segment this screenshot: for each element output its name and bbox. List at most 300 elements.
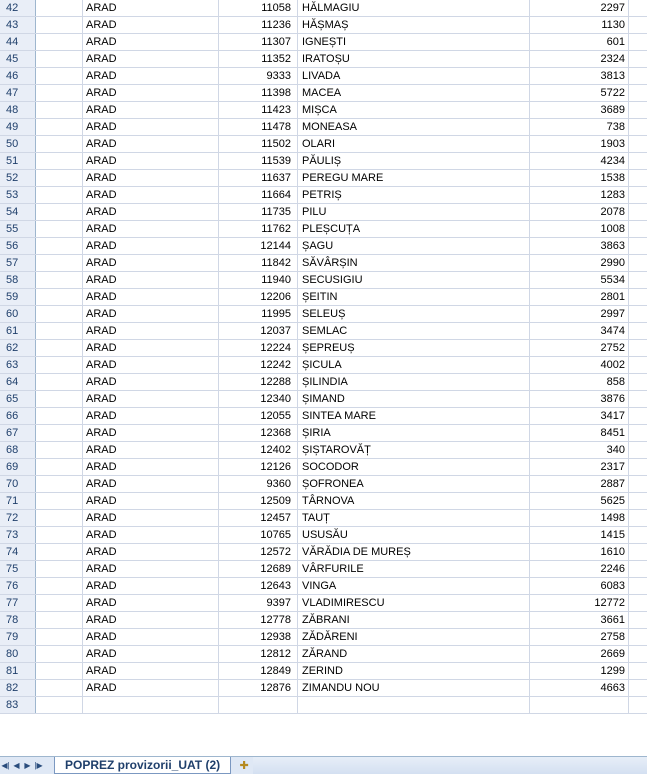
cell-population[interactable]: 2297 [530, 0, 629, 16]
cell-county[interactable]: ARAD [83, 408, 219, 424]
cell-code[interactable]: 11307 [219, 34, 298, 50]
cell-code[interactable]: 12340 [219, 391, 298, 407]
row-header[interactable]: 80 [0, 646, 36, 662]
row-header[interactable]: 76 [0, 578, 36, 594]
cell-uat-name[interactable]: ȘOFRONEA [298, 476, 530, 492]
row-header[interactable]: 73 [0, 527, 36, 543]
cell-code[interactable]: 11058 [219, 0, 298, 16]
row-header[interactable]: 43 [0, 17, 36, 33]
cell-uat-name[interactable]: HĂLMAGIU [298, 0, 530, 16]
row-header[interactable]: 48 [0, 102, 36, 118]
cell-empty[interactable] [36, 374, 83, 390]
cell-uat-name[interactable]: SELEUȘ [298, 306, 530, 322]
row-header[interactable]: 42 [0, 0, 36, 16]
row-header[interactable]: 62 [0, 340, 36, 356]
cell-empty[interactable] [36, 0, 83, 16]
row-header[interactable]: 70 [0, 476, 36, 492]
cell-code[interactable]: 12368 [219, 425, 298, 441]
row-header[interactable]: 59 [0, 289, 36, 305]
cell-population[interactable]: 1538 [530, 170, 629, 186]
cell-empty[interactable] [36, 357, 83, 373]
cell-uat-name[interactable]: ȘAGU [298, 238, 530, 254]
cell-empty[interactable] [36, 17, 83, 33]
cell-code[interactable]: 12402 [219, 442, 298, 458]
cell-uat-name[interactable]: PLEȘCUȚA [298, 221, 530, 237]
cell-population[interactable] [530, 697, 629, 713]
cell-empty[interactable] [36, 612, 83, 628]
cell-population[interactable]: 5534 [530, 272, 629, 288]
row-header[interactable]: 66 [0, 408, 36, 424]
cell-county[interactable]: ARAD [83, 204, 219, 220]
cell-county[interactable]: ARAD [83, 527, 219, 543]
row-header[interactable]: 60 [0, 306, 36, 322]
cell-population[interactable]: 1610 [530, 544, 629, 560]
cell-code[interactable]: 12938 [219, 629, 298, 645]
cell-county[interactable]: ARAD [83, 102, 219, 118]
cell-uat-name[interactable]: IRATOȘU [298, 51, 530, 67]
cell-empty[interactable] [629, 119, 647, 135]
cell-empty[interactable] [629, 51, 647, 67]
cell-population[interactable]: 2752 [530, 340, 629, 356]
cell-empty[interactable] [36, 255, 83, 271]
cell-code[interactable]: 10765 [219, 527, 298, 543]
cell-population[interactable]: 2887 [530, 476, 629, 492]
row-header[interactable]: 81 [0, 663, 36, 679]
first-sheet-icon[interactable]: ◀| [1, 761, 10, 770]
cell-uat-name[interactable]: TAUȚ [298, 510, 530, 526]
row-header[interactable]: 68 [0, 442, 36, 458]
cell-empty[interactable] [629, 646, 647, 662]
cell-empty[interactable] [36, 272, 83, 288]
cell-county[interactable]: ARAD [83, 425, 219, 441]
cell-population[interactable]: 4002 [530, 357, 629, 373]
cell-county[interactable]: ARAD [83, 561, 219, 577]
cell-empty[interactable] [629, 697, 647, 713]
cell-empty[interactable] [36, 187, 83, 203]
cell-uat-name[interactable]: ZERIND [298, 663, 530, 679]
row-header[interactable]: 51 [0, 153, 36, 169]
cell-uat-name[interactable]: PĂULIȘ [298, 153, 530, 169]
cell-county[interactable]: ARAD [83, 34, 219, 50]
cell-county[interactable]: ARAD [83, 663, 219, 679]
last-sheet-icon[interactable]: |▶ [34, 761, 43, 770]
cell-code[interactable]: 11842 [219, 255, 298, 271]
row-header[interactable]: 44 [0, 34, 36, 50]
cell-uat-name[interactable]: ȘILINDIA [298, 374, 530, 390]
cell-empty[interactable] [629, 680, 647, 696]
cell-empty[interactable] [629, 17, 647, 33]
cell-county[interactable]: ARAD [83, 442, 219, 458]
cell-empty[interactable] [629, 510, 647, 526]
cell-county[interactable]: ARAD [83, 357, 219, 373]
cell-empty[interactable] [36, 170, 83, 186]
cell-empty[interactable] [36, 425, 83, 441]
cell-empty[interactable] [36, 34, 83, 50]
row-header[interactable]: 79 [0, 629, 36, 645]
cell-empty[interactable] [629, 459, 647, 475]
cell-population[interactable]: 1299 [530, 663, 629, 679]
cell-empty[interactable] [36, 289, 83, 305]
cell-empty[interactable] [36, 391, 83, 407]
cell-empty[interactable] [36, 136, 83, 152]
cell-uat-name[interactable]: MIȘCA [298, 102, 530, 118]
cell-population[interactable]: 2997 [530, 306, 629, 322]
cell-empty[interactable] [629, 34, 647, 50]
cell-uat-name[interactable]: ZĂRAND [298, 646, 530, 662]
row-header[interactable]: 53 [0, 187, 36, 203]
cell-population[interactable]: 2801 [530, 289, 629, 305]
cell-county[interactable]: ARAD [83, 136, 219, 152]
cell-empty[interactable] [629, 68, 647, 84]
row-header[interactable]: 77 [0, 595, 36, 611]
row-header[interactable]: 57 [0, 255, 36, 271]
cell-population[interactable]: 1130 [530, 17, 629, 33]
cell-population[interactable]: 2078 [530, 204, 629, 220]
cell-empty[interactable] [629, 391, 647, 407]
next-sheet-icon[interactable]: ▶ [24, 761, 31, 770]
cell-county[interactable]: ARAD [83, 119, 219, 135]
cell-empty[interactable] [36, 544, 83, 560]
row-header[interactable]: 72 [0, 510, 36, 526]
cell-code[interactable]: 12126 [219, 459, 298, 475]
row-header[interactable]: 58 [0, 272, 36, 288]
cell-empty[interactable] [629, 102, 647, 118]
cell-code[interactable]: 12242 [219, 357, 298, 373]
row-header[interactable]: 74 [0, 544, 36, 560]
cell-population[interactable]: 3474 [530, 323, 629, 339]
cell-county[interactable]: ARAD [83, 510, 219, 526]
cell-empty[interactable] [629, 0, 647, 16]
cell-county[interactable]: ARAD [83, 391, 219, 407]
cell-code[interactable]: 12288 [219, 374, 298, 390]
cell-uat-name[interactable]: ZĂDĂRENI [298, 629, 530, 645]
cell-empty[interactable] [36, 442, 83, 458]
cell-population[interactable]: 1903 [530, 136, 629, 152]
cell-uat-name[interactable]: SEMLAC [298, 323, 530, 339]
cell-empty[interactable] [36, 153, 83, 169]
cell-county[interactable]: ARAD [83, 323, 219, 339]
row-header[interactable]: 55 [0, 221, 36, 237]
cell-county[interactable]: ARAD [83, 646, 219, 662]
cell-uat-name[interactable]: PETRIȘ [298, 187, 530, 203]
cell-code[interactable]: 9360 [219, 476, 298, 492]
cell-empty[interactable] [36, 102, 83, 118]
cell-empty[interactable] [629, 306, 647, 322]
cell-empty[interactable] [36, 408, 83, 424]
cell-county[interactable]: ARAD [83, 51, 219, 67]
cell-empty[interactable] [36, 340, 83, 356]
cell-uat-name[interactable]: ȘEPREUȘ [298, 340, 530, 356]
row-header[interactable]: 64 [0, 374, 36, 390]
cell-uat-name[interactable]: OLARI [298, 136, 530, 152]
cell-empty[interactable] [36, 51, 83, 67]
cell-county[interactable]: ARAD [83, 17, 219, 33]
cell-county[interactable]: ARAD [83, 289, 219, 305]
cell-empty[interactable] [36, 204, 83, 220]
cell-uat-name[interactable]: SĂVÂRȘIN [298, 255, 530, 271]
cell-population[interactable]: 1008 [530, 221, 629, 237]
row-header[interactable]: 61 [0, 323, 36, 339]
cell-population[interactable]: 4234 [530, 153, 629, 169]
cell-empty[interactable] [629, 561, 647, 577]
cell-empty[interactable] [629, 323, 647, 339]
cell-county[interactable]: ARAD [83, 578, 219, 594]
cell-uat-name[interactable]: PEREGU MARE [298, 170, 530, 186]
cell-code[interactable]: 12055 [219, 408, 298, 424]
cell-uat-name[interactable]: ZĂBRANI [298, 612, 530, 628]
cell-population[interactable]: 858 [530, 374, 629, 390]
cell-empty[interactable] [629, 612, 647, 628]
cell-uat-name[interactable]: MACEA [298, 85, 530, 101]
cell-empty[interactable] [629, 493, 647, 509]
cell-empty[interactable] [629, 85, 647, 101]
cell-code[interactable]: 12206 [219, 289, 298, 305]
cell-empty[interactable] [36, 595, 83, 611]
cell-empty[interactable] [629, 595, 647, 611]
cell-code[interactable]: 11995 [219, 306, 298, 322]
cell-empty[interactable] [629, 238, 647, 254]
cell-empty[interactable] [36, 697, 83, 713]
cell-empty[interactable] [629, 663, 647, 679]
cell-empty[interactable] [629, 136, 647, 152]
row-header[interactable]: 71 [0, 493, 36, 509]
sheet-tab-active[interactable]: POPREZ provizorii_UAT (2) [54, 757, 231, 774]
cell-population[interactable]: 2324 [530, 51, 629, 67]
cell-county[interactable]: ARAD [83, 153, 219, 169]
cell-population[interactable]: 3813 [530, 68, 629, 84]
cell-uat-name[interactable]: PILU [298, 204, 530, 220]
cell-uat-name[interactable]: VLADIMIRESCU [298, 595, 530, 611]
row-header[interactable]: 65 [0, 391, 36, 407]
cell-empty[interactable] [36, 646, 83, 662]
cell-uat-name[interactable]: ZIMANDU NOU [298, 680, 530, 696]
cell-code[interactable]: 12224 [219, 340, 298, 356]
cell-empty[interactable] [629, 187, 647, 203]
cell-empty[interactable] [629, 408, 647, 424]
cell-code[interactable] [219, 697, 298, 713]
cell-county[interactable]: ARAD [83, 170, 219, 186]
cell-uat-name[interactable]: VINGA [298, 578, 530, 594]
cell-population[interactable]: 2317 [530, 459, 629, 475]
cell-empty[interactable] [629, 357, 647, 373]
cell-empty[interactable] [36, 459, 83, 475]
cell-population[interactable]: 3661 [530, 612, 629, 628]
cell-empty[interactable] [36, 85, 83, 101]
cell-population[interactable]: 3863 [530, 238, 629, 254]
cell-county[interactable]: ARAD [83, 476, 219, 492]
cell-population[interactable]: 1415 [530, 527, 629, 543]
cell-county[interactable]: ARAD [83, 680, 219, 696]
cell-empty[interactable] [629, 425, 647, 441]
cell-uat-name[interactable]: ȘEITIN [298, 289, 530, 305]
cell-code[interactable]: 11398 [219, 85, 298, 101]
cell-empty[interactable] [629, 255, 647, 271]
cell-empty[interactable] [36, 493, 83, 509]
cell-code[interactable]: 11502 [219, 136, 298, 152]
cell-code[interactable]: 12778 [219, 612, 298, 628]
cell-uat-name[interactable]: IGNEȘTI [298, 34, 530, 50]
cell-uat-name[interactable]: ȘIȘTAROVĂȚ [298, 442, 530, 458]
cell-population[interactable]: 3876 [530, 391, 629, 407]
row-header[interactable]: 50 [0, 136, 36, 152]
cell-population[interactable]: 2758 [530, 629, 629, 645]
cell-empty[interactable] [629, 544, 647, 560]
cell-empty[interactable] [629, 578, 647, 594]
cell-population[interactable]: 3417 [530, 408, 629, 424]
cell-empty[interactable] [36, 663, 83, 679]
cell-uat-name[interactable]: VĂRĂDIA DE MUREȘ [298, 544, 530, 560]
row-header[interactable]: 78 [0, 612, 36, 628]
cell-population[interactable]: 4663 [530, 680, 629, 696]
cell-code[interactable]: 12643 [219, 578, 298, 594]
cell-code[interactable]: 11940 [219, 272, 298, 288]
cell-uat-name[interactable]: ȘICULA [298, 357, 530, 373]
cell-uat-name[interactable]: SECUSIGIU [298, 272, 530, 288]
cell-population[interactable]: 340 [530, 442, 629, 458]
row-header[interactable]: 52 [0, 170, 36, 186]
row-header[interactable]: 47 [0, 85, 36, 101]
cell-county[interactable]: ARAD [83, 612, 219, 628]
cell-code[interactable]: 12572 [219, 544, 298, 560]
cell-population[interactable]: 1283 [530, 187, 629, 203]
row-header[interactable]: 75 [0, 561, 36, 577]
cell-code[interactable]: 12876 [219, 680, 298, 696]
cell-code[interactable]: 11352 [219, 51, 298, 67]
cell-county[interactable]: ARAD [83, 340, 219, 356]
cell-code[interactable]: 12689 [219, 561, 298, 577]
cell-population[interactable]: 2669 [530, 646, 629, 662]
cell-empty[interactable] [36, 527, 83, 543]
cell-uat-name[interactable]: ȘIMAND [298, 391, 530, 407]
cell-code[interactable]: 11478 [219, 119, 298, 135]
cell-empty[interactable] [36, 323, 83, 339]
insert-sheet-icon[interactable]: ✚ [239, 760, 249, 772]
cell-empty[interactable] [629, 272, 647, 288]
cell-uat-name[interactable]: SOCODOR [298, 459, 530, 475]
cell-county[interactable]: ARAD [83, 238, 219, 254]
row-header[interactable]: 46 [0, 68, 36, 84]
cell-empty[interactable] [36, 221, 83, 237]
cell-empty[interactable] [36, 476, 83, 492]
cell-population[interactable]: 601 [530, 34, 629, 50]
cell-county[interactable]: ARAD [83, 629, 219, 645]
cell-uat-name[interactable]: ȘIRIA [298, 425, 530, 441]
cell-empty[interactable] [629, 204, 647, 220]
cell-county[interactable]: ARAD [83, 221, 219, 237]
cell-empty[interactable] [629, 340, 647, 356]
cell-code[interactable]: 9333 [219, 68, 298, 84]
cell-empty[interactable] [629, 629, 647, 645]
cell-county[interactable]: ARAD [83, 459, 219, 475]
cell-county[interactable]: ARAD [83, 595, 219, 611]
cell-empty[interactable] [629, 476, 647, 492]
cell-uat-name[interactable]: HĂȘMAȘ [298, 17, 530, 33]
cell-uat-name[interactable] [298, 697, 530, 713]
cell-county[interactable]: ARAD [83, 306, 219, 322]
cell-empty[interactable] [629, 170, 647, 186]
row-header[interactable]: 49 [0, 119, 36, 135]
cell-uat-name[interactable]: LIVADA [298, 68, 530, 84]
row-header[interactable]: 54 [0, 204, 36, 220]
cell-code[interactable]: 12849 [219, 663, 298, 679]
cell-code[interactable]: 9397 [219, 595, 298, 611]
cell-county[interactable]: ARAD [83, 187, 219, 203]
cell-code[interactable]: 11762 [219, 221, 298, 237]
row-header[interactable]: 82 [0, 680, 36, 696]
row-header[interactable]: 45 [0, 51, 36, 67]
cell-code[interactable]: 12144 [219, 238, 298, 254]
cell-population[interactable]: 2246 [530, 561, 629, 577]
cell-code[interactable]: 12509 [219, 493, 298, 509]
cell-population[interactable]: 6083 [530, 578, 629, 594]
cell-population[interactable]: 738 [530, 119, 629, 135]
cell-uat-name[interactable]: TÂRNOVA [298, 493, 530, 509]
prev-sheet-icon[interactable]: ◀ [13, 761, 20, 770]
cell-uat-name[interactable]: MONEASA [298, 119, 530, 135]
cell-population[interactable]: 5625 [530, 493, 629, 509]
cell-empty[interactable] [629, 221, 647, 237]
cell-county[interactable]: ARAD [83, 255, 219, 271]
cell-empty[interactable] [629, 374, 647, 390]
cell-population[interactable]: 5722 [530, 85, 629, 101]
cell-uat-name[interactable]: USUSĂU [298, 527, 530, 543]
cell-county[interactable]: ARAD [83, 0, 219, 16]
cell-empty[interactable] [36, 238, 83, 254]
cell-county[interactable]: ARAD [83, 272, 219, 288]
cell-code[interactable]: 12812 [219, 646, 298, 662]
row-header[interactable]: 56 [0, 238, 36, 254]
cell-code[interactable]: 11236 [219, 17, 298, 33]
cell-code[interactable]: 11539 [219, 153, 298, 169]
cell-county[interactable]: ARAD [83, 85, 219, 101]
cell-empty[interactable] [629, 153, 647, 169]
cell-empty[interactable] [36, 510, 83, 526]
cell-county[interactable]: ARAD [83, 493, 219, 509]
cell-county[interactable]: ARAD [83, 544, 219, 560]
row-header[interactable]: 63 [0, 357, 36, 373]
cell-empty[interactable] [36, 680, 83, 696]
cell-empty[interactable] [36, 68, 83, 84]
cell-code[interactable]: 11664 [219, 187, 298, 203]
cell-empty[interactable] [629, 527, 647, 543]
cell-code[interactable]: 11637 [219, 170, 298, 186]
row-header[interactable]: 69 [0, 459, 36, 475]
cell-county[interactable]: ARAD [83, 374, 219, 390]
cell-empty[interactable] [36, 306, 83, 322]
cell-county[interactable]: ARAD [83, 68, 219, 84]
cell-uat-name[interactable]: SINTEA MARE [298, 408, 530, 424]
cell-uat-name[interactable]: VÂRFURILE [298, 561, 530, 577]
cell-population[interactable]: 8451 [530, 425, 629, 441]
cell-empty[interactable] [36, 561, 83, 577]
cell-population[interactable]: 12772 [530, 595, 629, 611]
row-header[interactable]: 83 [0, 697, 36, 713]
cell-empty[interactable] [36, 578, 83, 594]
cell-empty[interactable] [36, 629, 83, 645]
cell-code[interactable]: 11423 [219, 102, 298, 118]
cell-empty[interactable] [629, 289, 647, 305]
cell-population[interactable]: 3689 [530, 102, 629, 118]
cell-empty[interactable] [36, 119, 83, 135]
cell-population[interactable]: 2990 [530, 255, 629, 271]
cell-county[interactable] [83, 697, 219, 713]
cell-code[interactable]: 12037 [219, 323, 298, 339]
cell-empty[interactable] [629, 442, 647, 458]
cell-population[interactable]: 1498 [530, 510, 629, 526]
cell-code[interactable]: 11735 [219, 204, 298, 220]
row-header[interactable]: 67 [0, 425, 36, 441]
cell-code[interactable]: 12457 [219, 510, 298, 526]
